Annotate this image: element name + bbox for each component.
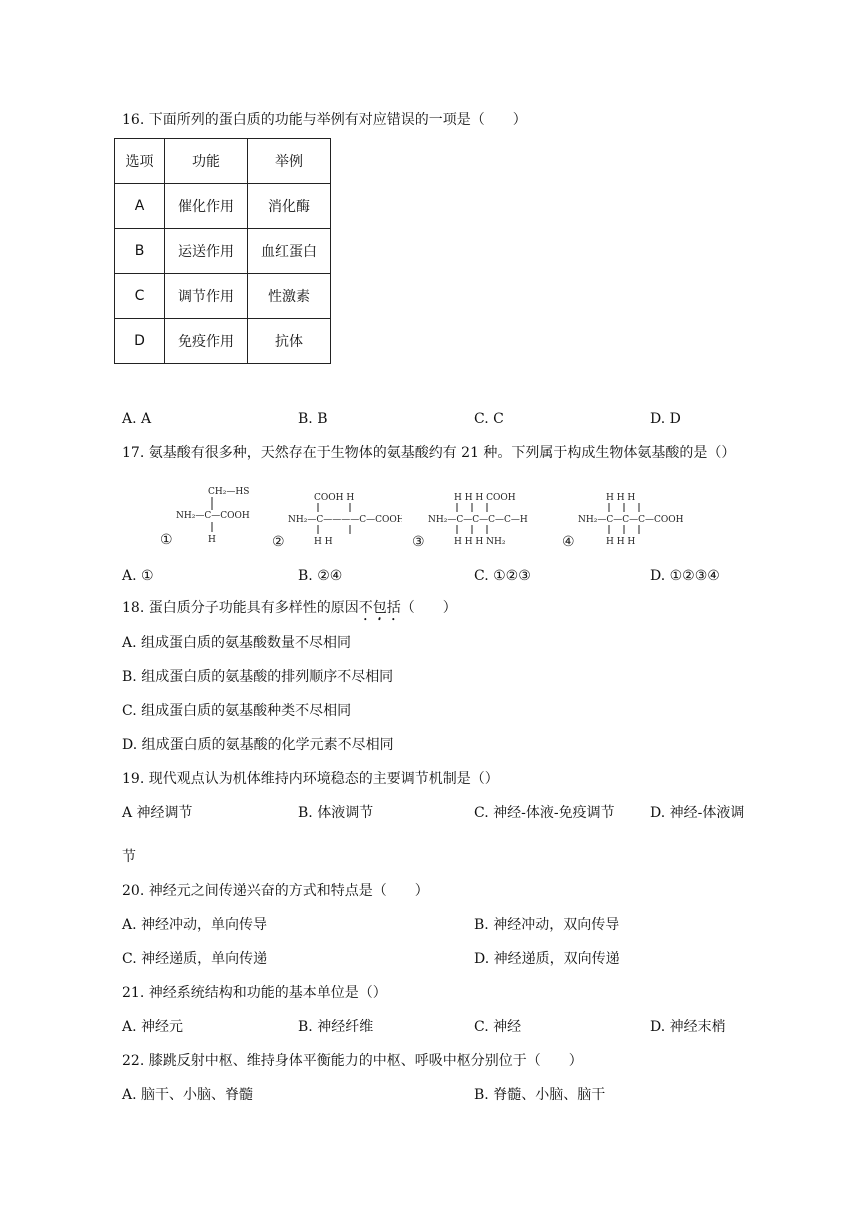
q20-option-d[interactable]: D. 神经递质，双向传递 bbox=[474, 951, 620, 967]
structure-4-bottom: H H H bbox=[606, 537, 636, 547]
q17-option-d[interactable]: D. ①②③④ bbox=[650, 568, 720, 584]
table-cell: D bbox=[115, 319, 165, 364]
structure-1-mid: NH₂—C—COOH bbox=[176, 511, 250, 521]
structure-3 bbox=[412, 484, 552, 552]
table-cell: C bbox=[115, 274, 165, 319]
q16-stem: 16. 下面所列的蛋白质的功能与举例有对应错误的一项是（ ） bbox=[122, 112, 527, 128]
q22-stem: 22. 膝跳反射中枢、维持身体平衡能力的中枢、呼吸中枢分别位于（ ） bbox=[122, 1053, 583, 1069]
table-header-cell: 选项 bbox=[115, 139, 165, 184]
q20-option-c[interactable]: C. 神经递质，单向传递 bbox=[122, 951, 268, 967]
q21-stem: 21. 神经系统结构和功能的基本单位是（） bbox=[122, 985, 387, 1001]
q22-option-a[interactable]: A. 脑干、小脑、脊髓 bbox=[122, 1087, 254, 1103]
q18-option-d[interactable]: D. 组成蛋白质的氨基酸的化学元素不尽相同 bbox=[122, 737, 394, 753]
q16-option-a[interactable]: A. A bbox=[122, 411, 152, 427]
q21-option-d[interactable]: D. 神经末梢 bbox=[650, 1019, 726, 1035]
table-row bbox=[115, 184, 331, 229]
q18-stem-emphasis bbox=[359, 600, 401, 616]
structure-4-top: H H H bbox=[606, 493, 636, 503]
structure-3-number: ③ bbox=[412, 534, 425, 548]
structure-1-number: ① bbox=[160, 532, 173, 548]
q21-option-c[interactable]: C. 神经 bbox=[474, 1019, 522, 1035]
q17-option-a[interactable]: A. ① bbox=[122, 568, 154, 584]
q18-stem-after: （ ） bbox=[400, 600, 457, 616]
table-cell: 性激素 bbox=[248, 274, 331, 319]
emphasized-text: 不包括 bbox=[358, 600, 401, 616]
structure-3-bottom: H H H NH₂ bbox=[454, 537, 506, 547]
q19-option-c[interactable]: C. 神经-体液-免疫调节 bbox=[474, 805, 615, 821]
structure-2-bottom: H H bbox=[314, 537, 333, 547]
q18-option-a[interactable]: A. 组成蛋白质的氨基酸数量不尽相同 bbox=[122, 635, 352, 651]
table-header-cell: 功能 bbox=[165, 139, 248, 184]
table-cell: 消化酶 bbox=[248, 184, 331, 229]
q18-option-b[interactable]: B. 组成蛋白质的氨基酸的排列顺序不尽相同 bbox=[122, 669, 394, 685]
table-cell: 催化作用 bbox=[165, 184, 248, 229]
q17-stem: 17. 氨基酸有很多种，天然存在于生物体的氨基酸约有 21 种。下列属于构成生物体氨基酸的是（） bbox=[122, 445, 736, 461]
q22-option-b[interactable]: B. 脊髓、小脑、脑干 bbox=[474, 1087, 606, 1103]
table-cell: 运送作用 bbox=[165, 229, 248, 274]
structure-1-bottom: H bbox=[208, 535, 216, 545]
q17-option-b[interactable]: B. ②④ bbox=[298, 568, 343, 584]
q20-option-b[interactable]: B. 神经冲动，双向传导 bbox=[474, 917, 620, 933]
q19-option-a[interactable]: A 神经调节 bbox=[122, 805, 193, 821]
structure-2-top: COOH H bbox=[314, 493, 355, 503]
structure-3-top: H H H COOH bbox=[454, 493, 516, 503]
q18-option-c[interactable]: C. 组成蛋白质的氨基酸种类不尽相同 bbox=[122, 703, 352, 719]
table-header-row bbox=[115, 139, 331, 184]
q19-option-d-wrap: 节 bbox=[122, 849, 136, 865]
table-cell: A bbox=[115, 184, 165, 229]
table-header-cell: 举例 bbox=[248, 139, 331, 184]
q20-stem: 20. 神经元之间传递兴奋的方式和特点是（ ） bbox=[122, 883, 429, 899]
table-row bbox=[115, 274, 331, 319]
structure-4-number: ④ bbox=[562, 534, 575, 548]
q16-option-c[interactable]: C. C bbox=[474, 411, 504, 427]
q16-table bbox=[114, 138, 331, 364]
table-cell: 抗体 bbox=[248, 319, 331, 364]
q19-stem: 19. 现代观点认为机体维持内环境稳态的主要调节机制是（） bbox=[122, 771, 499, 787]
table-cell: 调节作用 bbox=[165, 274, 248, 319]
structure-2-number: ② bbox=[272, 534, 285, 548]
structure-1 bbox=[160, 484, 270, 552]
q16-option-d[interactable]: D. D bbox=[650, 411, 681, 427]
q19-option-b[interactable]: B. 体液调节 bbox=[298, 805, 374, 821]
q18-stem bbox=[122, 598, 457, 624]
q21-option-a[interactable]: A. 神经元 bbox=[122, 1019, 184, 1035]
structure-1-top: CH₂—HS bbox=[208, 487, 250, 497]
q17-option-c[interactable]: C. ①②③ bbox=[474, 568, 531, 584]
q19-option-d[interactable]: D. 神经-体液调 bbox=[650, 805, 745, 821]
table-row bbox=[115, 319, 331, 364]
structure-4-mid: NH₂—C—C—C—COOH bbox=[578, 515, 684, 525]
q18-stem-before: 18. 蛋白质分子功能具有多样性的原因 bbox=[122, 600, 359, 616]
structure-3-mid: NH₂—C—C—C—C—H bbox=[428, 515, 528, 525]
q20-option-a[interactable]: A. 神经冲动，单向传导 bbox=[122, 917, 268, 933]
table-cell: B bbox=[115, 229, 165, 274]
table-cell: 免疫作用 bbox=[165, 319, 248, 364]
structure-4 bbox=[562, 484, 692, 552]
table-cell: 血红蛋白 bbox=[248, 229, 331, 274]
q16-option-b[interactable]: B. B bbox=[298, 411, 328, 427]
structure-2 bbox=[272, 484, 402, 552]
q21-option-b[interactable]: B. 神经纤维 bbox=[298, 1019, 374, 1035]
structure-2-mid: NH₂—C————C—COOH bbox=[288, 515, 402, 525]
table-row bbox=[115, 229, 331, 274]
